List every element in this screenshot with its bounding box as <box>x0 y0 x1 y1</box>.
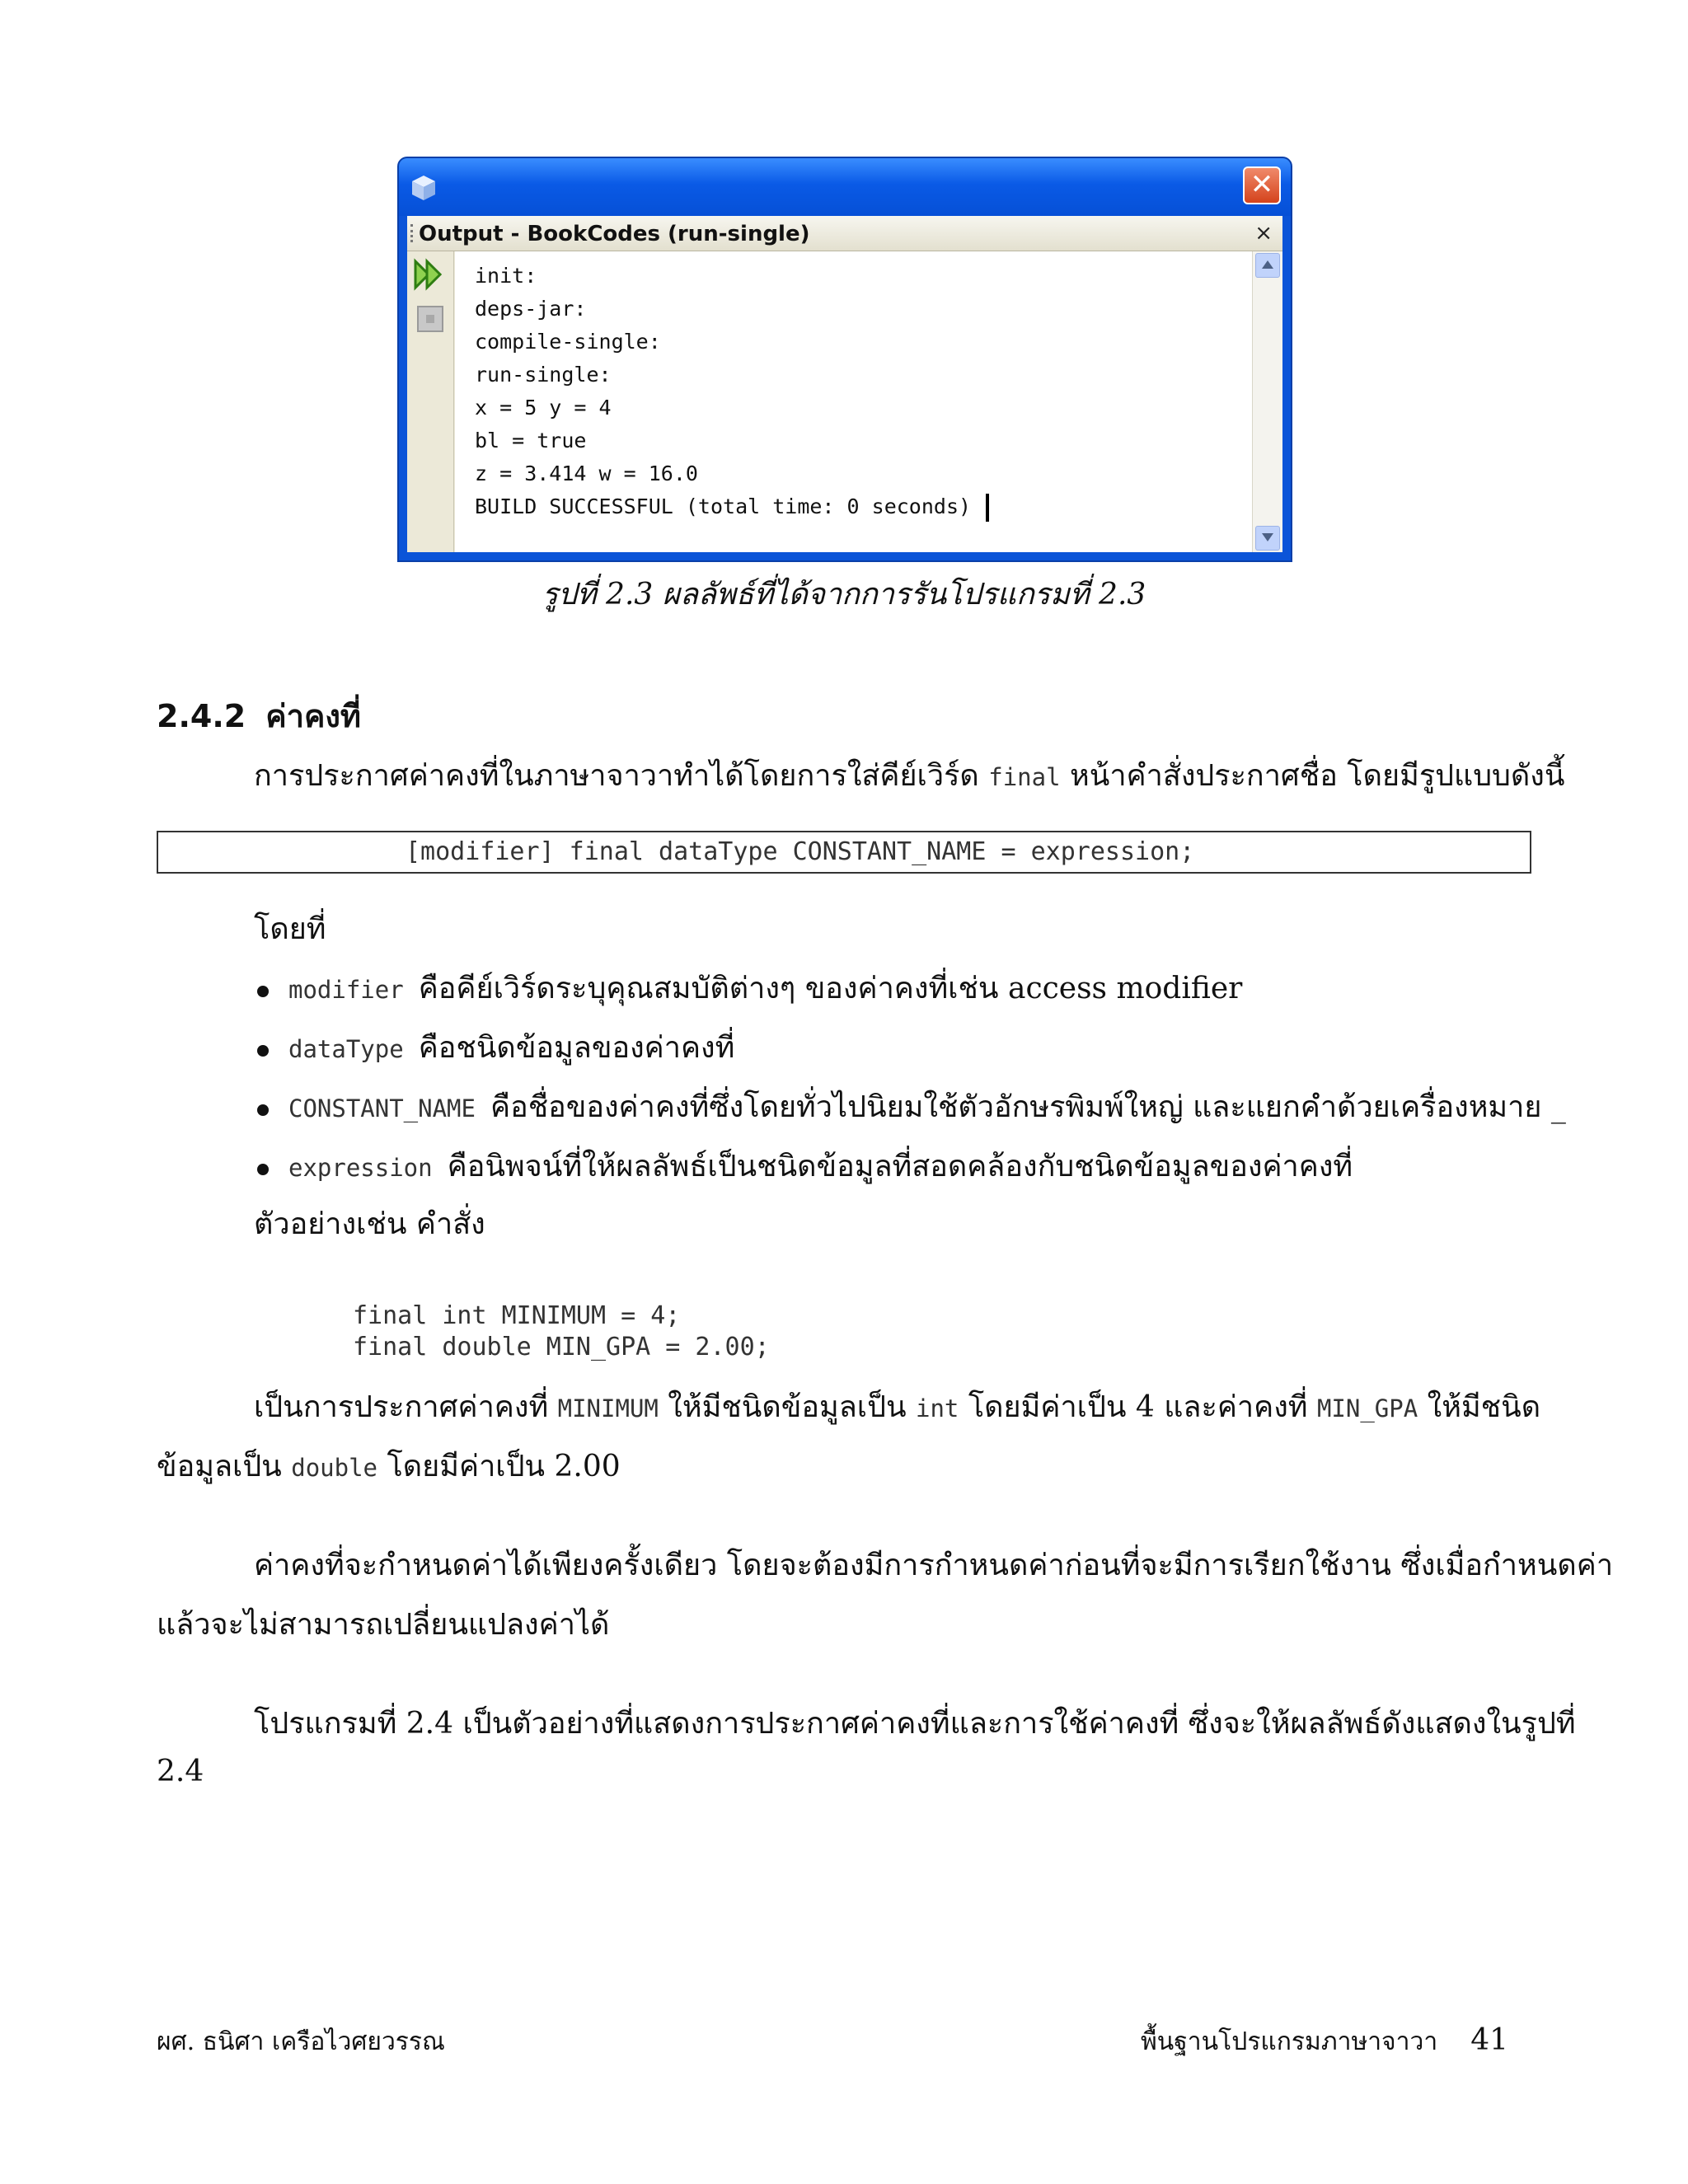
code-line: final int MINIMUM = 4; <box>353 1301 681 1330</box>
explain-text: ให้มีชนิดข้อมูลเป็น <box>658 1390 916 1424</box>
program-paragraph-line-2: 2.4 <box>157 1755 204 1788</box>
explain-code: MINIMUM <box>557 1394 659 1422</box>
example-label: ตัวอย่างเช่น คำสั่ง <box>254 1207 485 1241</box>
text-caret <box>986 494 989 522</box>
window-close-button[interactable]: ✕ <box>1243 166 1281 204</box>
constant-paragraph-line-2: แล้วจะไม่สามารถเปลี่ยนแปลงค่าได้ <box>157 1608 610 1642</box>
explain-line-1 <box>254 1383 1540 1433</box>
console-line-last <box>475 490 989 523</box>
definition-term: modifier <box>288 976 404 1004</box>
explain-code: double <box>291 1454 377 1482</box>
window-titlebar <box>399 158 1291 216</box>
definition-item <box>254 1024 1566 1083</box>
console-line: x = 5 y = 4 <box>475 396 612 419</box>
code-line: final double MIN_GPA = 2.00; <box>353 1333 770 1361</box>
explain-text: เป็นการประกาศค่าคงที่ <box>254 1390 558 1424</box>
syntax-box: [modifier] final dataType CONSTANT_NAME = expression; <box>157 831 1531 874</box>
code-example <box>353 1301 770 1363</box>
arrow-up-icon <box>1262 260 1273 269</box>
drag-grip-icon[interactable] <box>410 224 415 242</box>
definition-desc: คือชนิดข้อมูลของค่าคงที่ <box>418 1031 735 1065</box>
output-panel <box>407 216 1282 552</box>
footer-book-title: พื้นฐานโปรแกรมภาษาจาวา <box>1140 2027 1438 2056</box>
output-panel-title: Output - BookCodes (run-single) <box>419 222 810 246</box>
definition-item <box>254 964 1566 1024</box>
definition-term: expression <box>288 1154 433 1182</box>
explain-text: ให้มีชนิด <box>1418 1390 1541 1424</box>
page-number: 41 <box>1470 2023 1508 2057</box>
definition-list <box>254 964 1566 1202</box>
console-lines <box>475 260 989 523</box>
arrow-down-icon <box>1262 533 1273 541</box>
output-panel-close-button[interactable]: × <box>1254 221 1273 246</box>
footer-author: ผศ. ธนิศา เครือไวศยวรรณ <box>157 2027 445 2056</box>
definition-item <box>254 1142 1566 1202</box>
stop-icon[interactable] <box>417 306 443 332</box>
explain-text: โดยมีค่าเป็น 2.00 <box>377 1450 621 1483</box>
definition-desc: คือคีย์เวิร์ดระบุคุณสมบัติต่างๆ ของค่าคงที่เช่น access modifier <box>418 972 1243 1005</box>
explain-line-2 <box>157 1442 621 1493</box>
output-panel-header <box>407 216 1282 251</box>
console-line: compile-single: <box>475 330 661 354</box>
figure-caption: รูปที่ 2.3 ผลลัพธ์ที่ได้จากการรันโปรแกรมที่ 2.3 <box>542 578 1146 612</box>
section-heading <box>157 691 361 741</box>
constant-paragraph-line-1: ค่าคงที่จะกำหนดค่าได้เพียงครั้งเดียว โดยจะต้องมีการกำหนดค่าก่อนที่จะมีการเรียกใช้งาน ซึ่งเมื่อกำหนดค่า <box>254 1549 1614 1582</box>
explain-code: MIN_GPA <box>1316 1394 1418 1422</box>
definition-desc: คือนิพจน์ที่ให้ผลลัพธ์เป็นชนิดข้อมูลที่สอดคล้องกับชนิดข้อมูลของค่าคงที่ <box>447 1150 1353 1183</box>
intro-text-after: หน้าคำสั่งประกาศชื่อ โดยมีรูปแบบดังนี้ <box>1060 759 1565 793</box>
definition-desc: คือชื่อของค่าคงที่ซึ่งโดยทั่วไปนิยมใช้ตัวอักษรพิมพ์ใหญ่ และแยกคำด้วยเครื่องหมาย _ <box>490 1090 1566 1124</box>
vertical-scrollbar[interactable] <box>1252 251 1282 552</box>
intro-keyword: final <box>988 763 1061 791</box>
definition-term: dataType <box>288 1035 404 1063</box>
where-label: โดยที่ <box>254 912 326 946</box>
section-number: 2.4.2 <box>157 698 246 734</box>
intro-paragraph <box>254 752 1564 802</box>
console-output <box>455 251 1253 552</box>
console-line: init: <box>475 264 537 288</box>
explain-code: int <box>916 1394 959 1422</box>
footer-right <box>1141 2022 1508 2061</box>
app-cube-icon <box>409 173 438 203</box>
explain-text: ข้อมูลเป็น <box>157 1450 292 1483</box>
output-window-figure <box>397 157 1292 562</box>
rerun-icon[interactable] <box>412 258 445 291</box>
scroll-down-button[interactable] <box>1255 526 1280 551</box>
intro-text-before: การประกาศค่าคงที่ในภาษาจาวาทำได้โดยการใส่คีย์เวิร์ด <box>254 759 989 793</box>
definition-term: CONSTANT_NAME <box>288 1094 476 1122</box>
console-line: deps-jar: <box>475 297 587 321</box>
console-line: run-single: <box>475 363 612 387</box>
definition-item <box>254 1083 1566 1142</box>
console-line-text: BUILD SUCCESSFUL (total time: 0 seconds) <box>475 494 972 518</box>
output-toolstrip <box>407 251 454 552</box>
console-line: bl = true <box>475 429 587 452</box>
program-paragraph-line-1: โปรแกรมที่ 2.4 เป็นตัวอย่างที่แสดงการประกาศค่าคงที่และการใช้ค่าคงที่ ซึ่งจะให้ผลลัพธ์ดังแสดงในรูปที่ <box>254 1707 1576 1741</box>
console-line: z = 3.414 w = 16.0 <box>475 462 698 485</box>
explain-text: โดยมีค่าเป็น 4 และค่าคงที่ <box>959 1390 1317 1424</box>
section-title: ค่าคงที่ <box>265 698 361 734</box>
scroll-up-button[interactable] <box>1255 253 1280 278</box>
